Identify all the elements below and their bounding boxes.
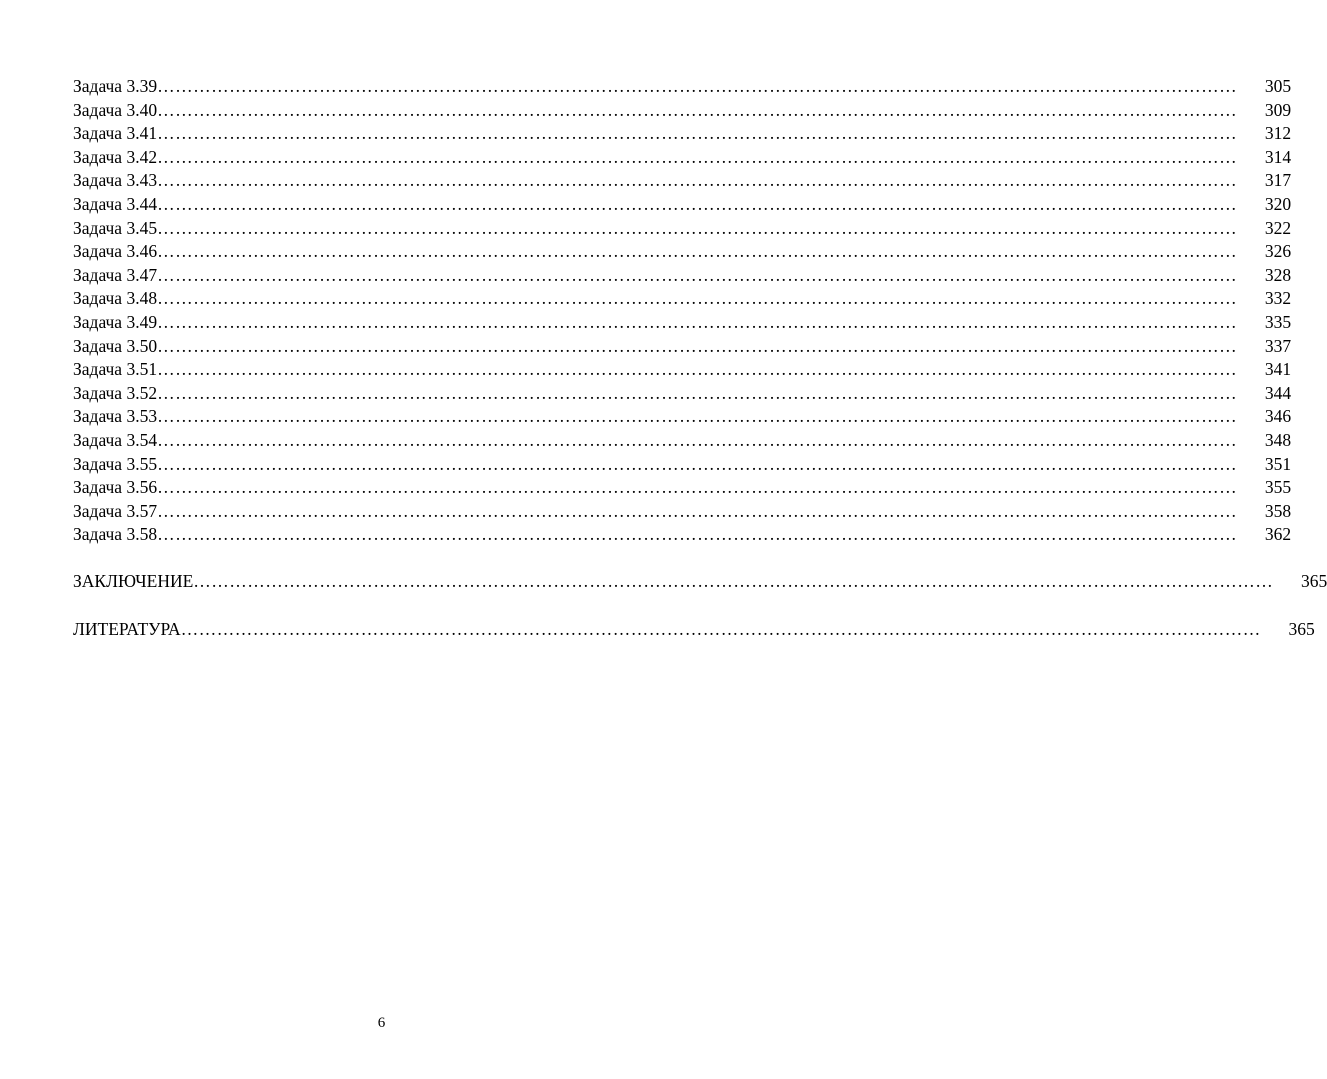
toc-entry-page: 332 — [1264, 288, 1292, 309]
toc-entry-label: Задача 3.57 — [73, 500, 158, 521]
toc-entry-page: 312 — [1264, 123, 1292, 144]
toc-entry-label: Задача 3.58 — [73, 524, 158, 545]
toc-entry-task — [73, 240, 1292, 264]
toc-entry-task — [73, 99, 1292, 123]
dot-leader: ……………………………………………………………………………………………………………………………………………………………… — [157, 170, 1238, 191]
toc-entry-task — [73, 358, 1292, 382]
dot-leader: ……………………………………………………………………………………………………………………………………………………………… — [193, 571, 1274, 592]
toc-entry-task — [73, 193, 1292, 217]
toc-entry-label: Задача 3.40 — [73, 99, 158, 120]
toc-entry-task — [73, 382, 1292, 406]
dot-leader: ……………………………………………………………………………………………………………………………………………………………… — [157, 99, 1238, 120]
toc-entry-label: Задача 3.47 — [73, 264, 158, 285]
dot-leader: ……………………………………………………………………………………………………………………………………………………………… — [157, 453, 1238, 474]
toc-entry-label: ЛИТЕРАТУРА — [73, 618, 181, 639]
dot-leader: ……………………………………………………………………………………………………………………………………………………………… — [157, 241, 1238, 262]
toc-entry-page: 344 — [1264, 382, 1292, 403]
toc-entry-label: Задача 3.49 — [73, 311, 158, 332]
toc-entry-page: 317 — [1264, 170, 1292, 191]
toc-entry-label: Задача 3.43 — [73, 170, 158, 191]
toc-entry-page: 348 — [1264, 429, 1292, 450]
toc-entry-task — [73, 264, 1292, 288]
table-of-contents — [73, 75, 1327, 641]
toc-entry-page: 346 — [1264, 406, 1292, 427]
dot-leader: ……………………………………………………………………………………………………………………………………………………………… — [157, 193, 1238, 214]
toc-entry-conclusion — [73, 570, 1327, 594]
dot-leader: ……………………………………………………………………………………………………………………………………………………………… — [157, 335, 1238, 356]
dot-leader: ……………………………………………………………………………………………………………………………………………………………… — [157, 477, 1238, 498]
toc-entry-task — [73, 287, 1292, 311]
toc-entry-label: Задача 3.52 — [73, 382, 158, 403]
toc-entry-page: 305 — [1264, 76, 1292, 96]
toc-entry-label: Задача 3.42 — [73, 146, 158, 167]
toc-entry-page: 355 — [1264, 477, 1292, 498]
toc-entry-page: 337 — [1264, 335, 1292, 356]
toc-entry-literature — [73, 618, 1315, 642]
toc-entry-task — [73, 75, 1292, 99]
toc-entry-task — [73, 405, 1292, 429]
toc-entry-page: 358 — [1264, 500, 1292, 521]
toc-entry-page: 365 — [1288, 618, 1315, 639]
toc-entry-page: 328 — [1264, 264, 1292, 285]
toc-entry-task — [73, 429, 1292, 453]
toc-entry-label: Задача 3.53 — [73, 406, 158, 427]
toc-entry-task — [73, 523, 1292, 547]
toc-entry-task — [73, 335, 1292, 359]
toc-entry-task — [73, 169, 1292, 193]
toc-entry-page: 309 — [1264, 99, 1292, 120]
dot-leader: ……………………………………………………………………………………………………………………………………………………………… — [157, 76, 1238, 96]
dot-leader: ……………………………………………………………………………………………………………………………………………………………… — [157, 311, 1238, 332]
dot-leader: ……………………………………………………………………………………………………………………………………………………………… — [157, 382, 1238, 403]
toc-entry-page: 341 — [1264, 359, 1292, 380]
dot-leader: ……………………………………………………………………………………………………………………………………………………………… — [157, 123, 1238, 144]
toc-entry-label: Задача 3.48 — [73, 288, 158, 309]
toc-entry-page: 320 — [1264, 193, 1292, 214]
toc-entry-task — [73, 453, 1292, 477]
dot-leader: ……………………………………………………………………………………………………………………………………………………………… — [157, 264, 1238, 285]
toc-entry-task — [73, 146, 1292, 170]
dot-leader: ……………………………………………………………………………………………………………………………………………………………… — [180, 618, 1261, 639]
toc-entry-task — [73, 476, 1292, 500]
toc-entry-task — [73, 122, 1292, 146]
toc-entry-page: 351 — [1264, 453, 1292, 474]
toc-entry-label: Задача 3.39 — [73, 76, 158, 96]
toc-entry-label: Задача 3.46 — [73, 241, 158, 262]
toc-entry-page: 365 — [1301, 571, 1327, 592]
dot-leader: ……………………………………………………………………………………………………………………………………………………………… — [157, 288, 1238, 309]
dot-leader: ……………………………………………………………………………………………………………………………………………………………… — [157, 429, 1238, 450]
toc-entry-label: Задача 3.45 — [73, 217, 158, 238]
dot-leader: ……………………………………………………………………………………………………………………………………………………………… — [157, 146, 1238, 167]
toc-entry-page: 362 — [1264, 524, 1292, 545]
toc-entry-label: ЗАКЛЮЧЕНИЕ — [73, 571, 194, 592]
toc-entry-task — [73, 311, 1292, 335]
dot-leader: ……………………………………………………………………………………………………………………………………………………………… — [157, 524, 1238, 545]
toc-entry-label: Задача 3.55 — [73, 453, 158, 474]
toc-entry-page: 335 — [1264, 311, 1292, 332]
toc-entry-task — [73, 217, 1292, 241]
page-number: 6 — [377, 1015, 386, 1031]
toc-entry-page: 322 — [1264, 217, 1292, 238]
toc-entry-label: Задача 3.56 — [73, 477, 158, 498]
toc-entry-page: 326 — [1264, 241, 1292, 262]
toc-entry-label: Задача 3.54 — [73, 429, 158, 450]
toc-entry-label: Задача 3.50 — [73, 335, 158, 356]
toc-entry-label: Задача 3.44 — [73, 193, 158, 214]
toc-entry-label: Задача 3.41 — [73, 123, 158, 144]
dot-leader: ……………………………………………………………………………………………………………………………………………………………… — [157, 406, 1238, 427]
dot-leader: ……………………………………………………………………………………………………………………………………………………………… — [157, 217, 1238, 238]
toc-entry-task — [73, 500, 1292, 524]
toc-entry-page: 314 — [1264, 146, 1292, 167]
toc-entry-label: Задача 3.51 — [73, 359, 158, 380]
dot-leader: ……………………………………………………………………………………………………………………………………………………………… — [157, 359, 1238, 380]
dot-leader: ……………………………………………………………………………………………………………………………………………………………… — [157, 500, 1238, 521]
